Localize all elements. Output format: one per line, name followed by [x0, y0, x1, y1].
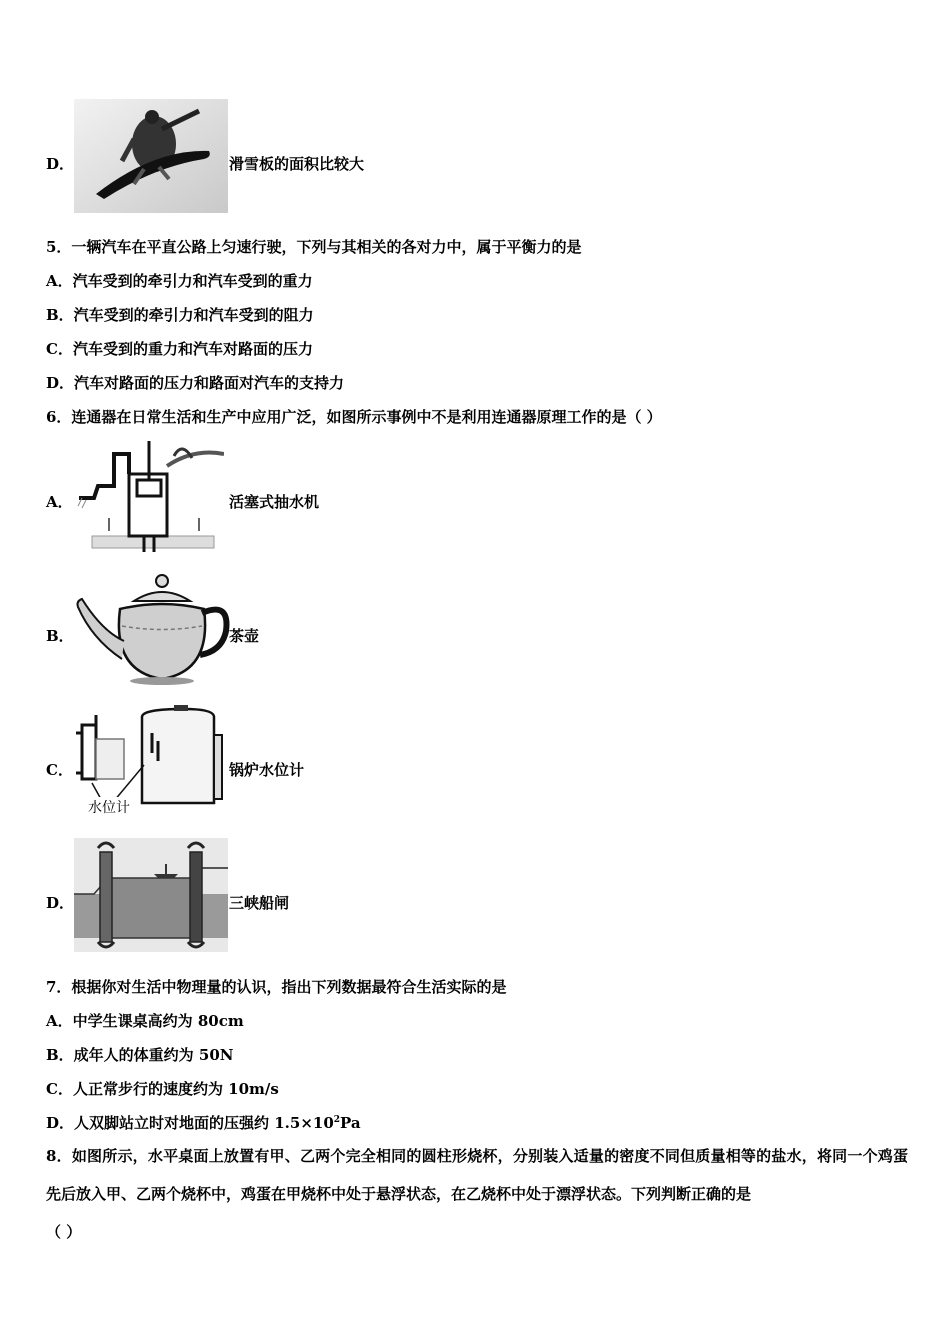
q5-option-d: D．汽车对路面的压力和路面对汽车的支持力 — [46, 374, 345, 392]
q6-option-c-figure-label: 水位计 — [88, 797, 130, 817]
q5-option-a: A．汽车受到的牵引力和汽车受到的重力 — [46, 272, 313, 290]
q5-stem: 5．一辆汽车在平直公路上匀速行驶，下列与其相关的各对力中，属于平衡力的是 — [46, 238, 582, 256]
q8-stem: 8．如图所示，水平桌面上放置有甲、乙两个完全相同的圆柱形烧杯，分别装入适量的密度不同但质量相等的盐水，将同一个鸡蛋先后放入甲、乙两个烧杯中，鸡蛋在甲烧杯中处于悬浮状态，在乙烧杯中处于漂浮状态。下列判断正确的是 — [46, 1147, 908, 1203]
q4-option-d-caption: 滑雪板的面积比较大 — [229, 155, 365, 173]
q7-option-a: A．中学生课桌高约为 80cm — [46, 1012, 244, 1030]
q6-option-c-letter: C． — [46, 761, 73, 779]
q7-option-b: B．成年人的体重约为 50N — [46, 1046, 234, 1064]
piston-pump-image — [74, 436, 224, 552]
snowboarder-image — [74, 99, 228, 213]
q4-option-d-letter: D． — [46, 155, 75, 173]
q8-answer-blank: （ ） — [46, 1223, 82, 1241]
q6-option-c-caption: 锅炉水位计 — [229, 761, 305, 779]
q6-option-d-letter: D． — [46, 894, 75, 912]
q6-option-a-letter: A． — [46, 493, 73, 511]
q7-option-d-text: D．人双脚站立时对地面的压强约 1.5×10 — [46, 1114, 334, 1132]
q5-option-b: B．汽车受到的牵引力和汽车受到的阻力 — [46, 306, 314, 324]
q6-option-a-caption: 活塞式抽水机 — [229, 493, 320, 511]
q7-option-d-unit: Pa — [340, 1114, 361, 1132]
q5-option-c: C．汽车受到的重力和汽车对路面的压力 — [46, 340, 313, 358]
q6-option-d-caption: 三峡船闸 — [229, 894, 290, 912]
q7-option-d-exponent: 2 — [333, 1115, 341, 1125]
q7-option-d — [46, 1112, 361, 1133]
ship-lock-image — [74, 838, 228, 952]
q7-stem: 7．根据你对生活中物理量的认识，指出下列数据最符合生活实际的是 — [46, 978, 507, 996]
q6-option-b-letter: B． — [46, 627, 74, 645]
q6-option-b-caption: 茶壶 — [229, 627, 260, 645]
q6-stem: 6．连通器在日常生活和生产中应用广泛，如图所示事例中不是利用连通器原理工作的是（ ） — [46, 408, 662, 426]
q7-option-c: C．人正常步行的速度约为 10m/s — [46, 1080, 279, 1098]
teapot-image — [72, 571, 232, 687]
